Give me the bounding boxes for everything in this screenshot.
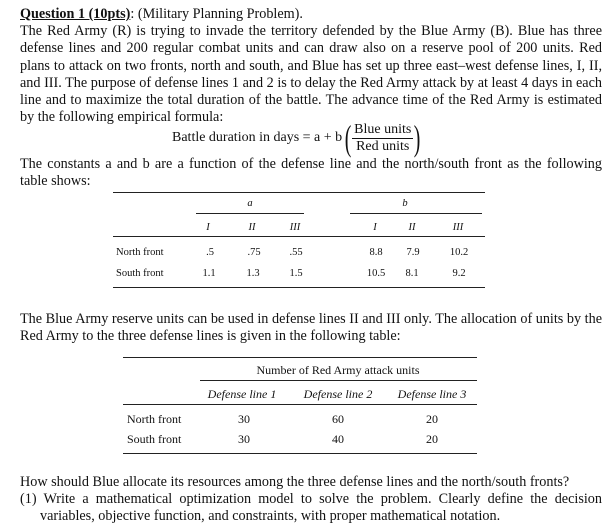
table2-cell: 60: [332, 412, 344, 426]
table1-cell: 8.1: [405, 268, 419, 279]
table2-col-rule: [123, 404, 477, 405]
table2-cell: 20: [426, 432, 438, 446]
table2-header-underline: [200, 380, 477, 381]
table1-cell: 1.5: [289, 268, 303, 279]
table2-row-label: South front: [127, 432, 182, 446]
table2-col-header: Defense line 1: [207, 387, 277, 401]
table2-cell: 20: [426, 412, 438, 426]
table1-cell: 7.9: [406, 247, 420, 258]
right-paren: ): [414, 118, 421, 158]
table2-cell: 30: [238, 432, 250, 446]
table1-cell: 10.2: [449, 247, 469, 258]
constants-paragraph: The constants a and b are a function of the defense line and the north/south front as the following table shows:: [20, 156, 602, 190]
table1-cell: .5: [206, 247, 214, 258]
table2-row-label: North front: [127, 412, 182, 426]
table1-cell: 1.1: [202, 268, 216, 279]
formula-denominator: Red units: [356, 138, 410, 154]
table1-row-label: South front: [116, 268, 164, 279]
final-question-paragraph: [20, 474, 602, 526]
table1-cell: .75: [247, 247, 261, 258]
table2-col-header: Defense line 2: [303, 387, 373, 401]
table1-col-header: II: [248, 222, 256, 233]
task-1-text: (1) Write a mathematical optimization model to solve the problem. Clearly define the decision variables, objective function, and constraints, with proper mathematical notation.: [20, 491, 602, 525]
table2-col-header: Defense line 3: [397, 387, 467, 401]
table1-col-header: II: [408, 222, 416, 233]
left-paren: (: [344, 118, 352, 158]
table1-col-header: III: [289, 222, 301, 233]
table1-col-header: I: [373, 222, 377, 233]
table1-col-header: III: [452, 222, 464, 233]
question-text: How should Blue allocate its resources among the three defense lines and the north/south fronts?: [20, 474, 570, 490]
table2-top-rule: [123, 357, 477, 358]
table2-cell: 40: [332, 432, 344, 446]
table1-row-label: North front: [116, 247, 164, 258]
formula-lhs: Battle duration in days = a + b: [172, 130, 343, 145]
table1-cell: 8.8: [369, 247, 383, 258]
table2-cell: 30: [238, 412, 250, 426]
table1-col-header: I: [206, 222, 210, 233]
table1-group-a: a: [247, 198, 253, 209]
table1-cell: 1.3: [246, 268, 260, 279]
table1-cell: 9.2: [452, 268, 466, 279]
formula-numerator: Blue units: [354, 121, 412, 137]
question-subtitle: : (Military Planning Problem).: [130, 6, 303, 22]
table1-cell: 10.5: [366, 268, 386, 279]
table2-bottom-rule: [123, 453, 477, 454]
table1-cell: .55: [289, 247, 303, 258]
question-title: Question 1 (10pts): [20, 6, 131, 22]
table1-group-b: b: [402, 198, 408, 209]
question-intro: The Red Army (R) is trying to invade the territory defended by the Blue Army (B). Blue has three defense lines and 200 regular combat units and can draw also on a reserve pool of 200 units. Red plans to attack on two fronts, north and south, and Blue has set up three east–west defense lines, I, II, and III. The purpose of defense lines 1 and 2 is to delay the Red Army attack by at least 4 days in each line and to maximize the total duration of the battle. The advance time of the Red Army is estimated by the following empirical formula:: [20, 23, 602, 126]
table2-header: Number of Red Army attack units: [256, 363, 420, 377]
reserve-paragraph: The Blue Army reserve units can be used in defense lines II and III only. The allocation of units by the Red Army to the three defense lines is given in the following table:: [20, 311, 602, 345]
